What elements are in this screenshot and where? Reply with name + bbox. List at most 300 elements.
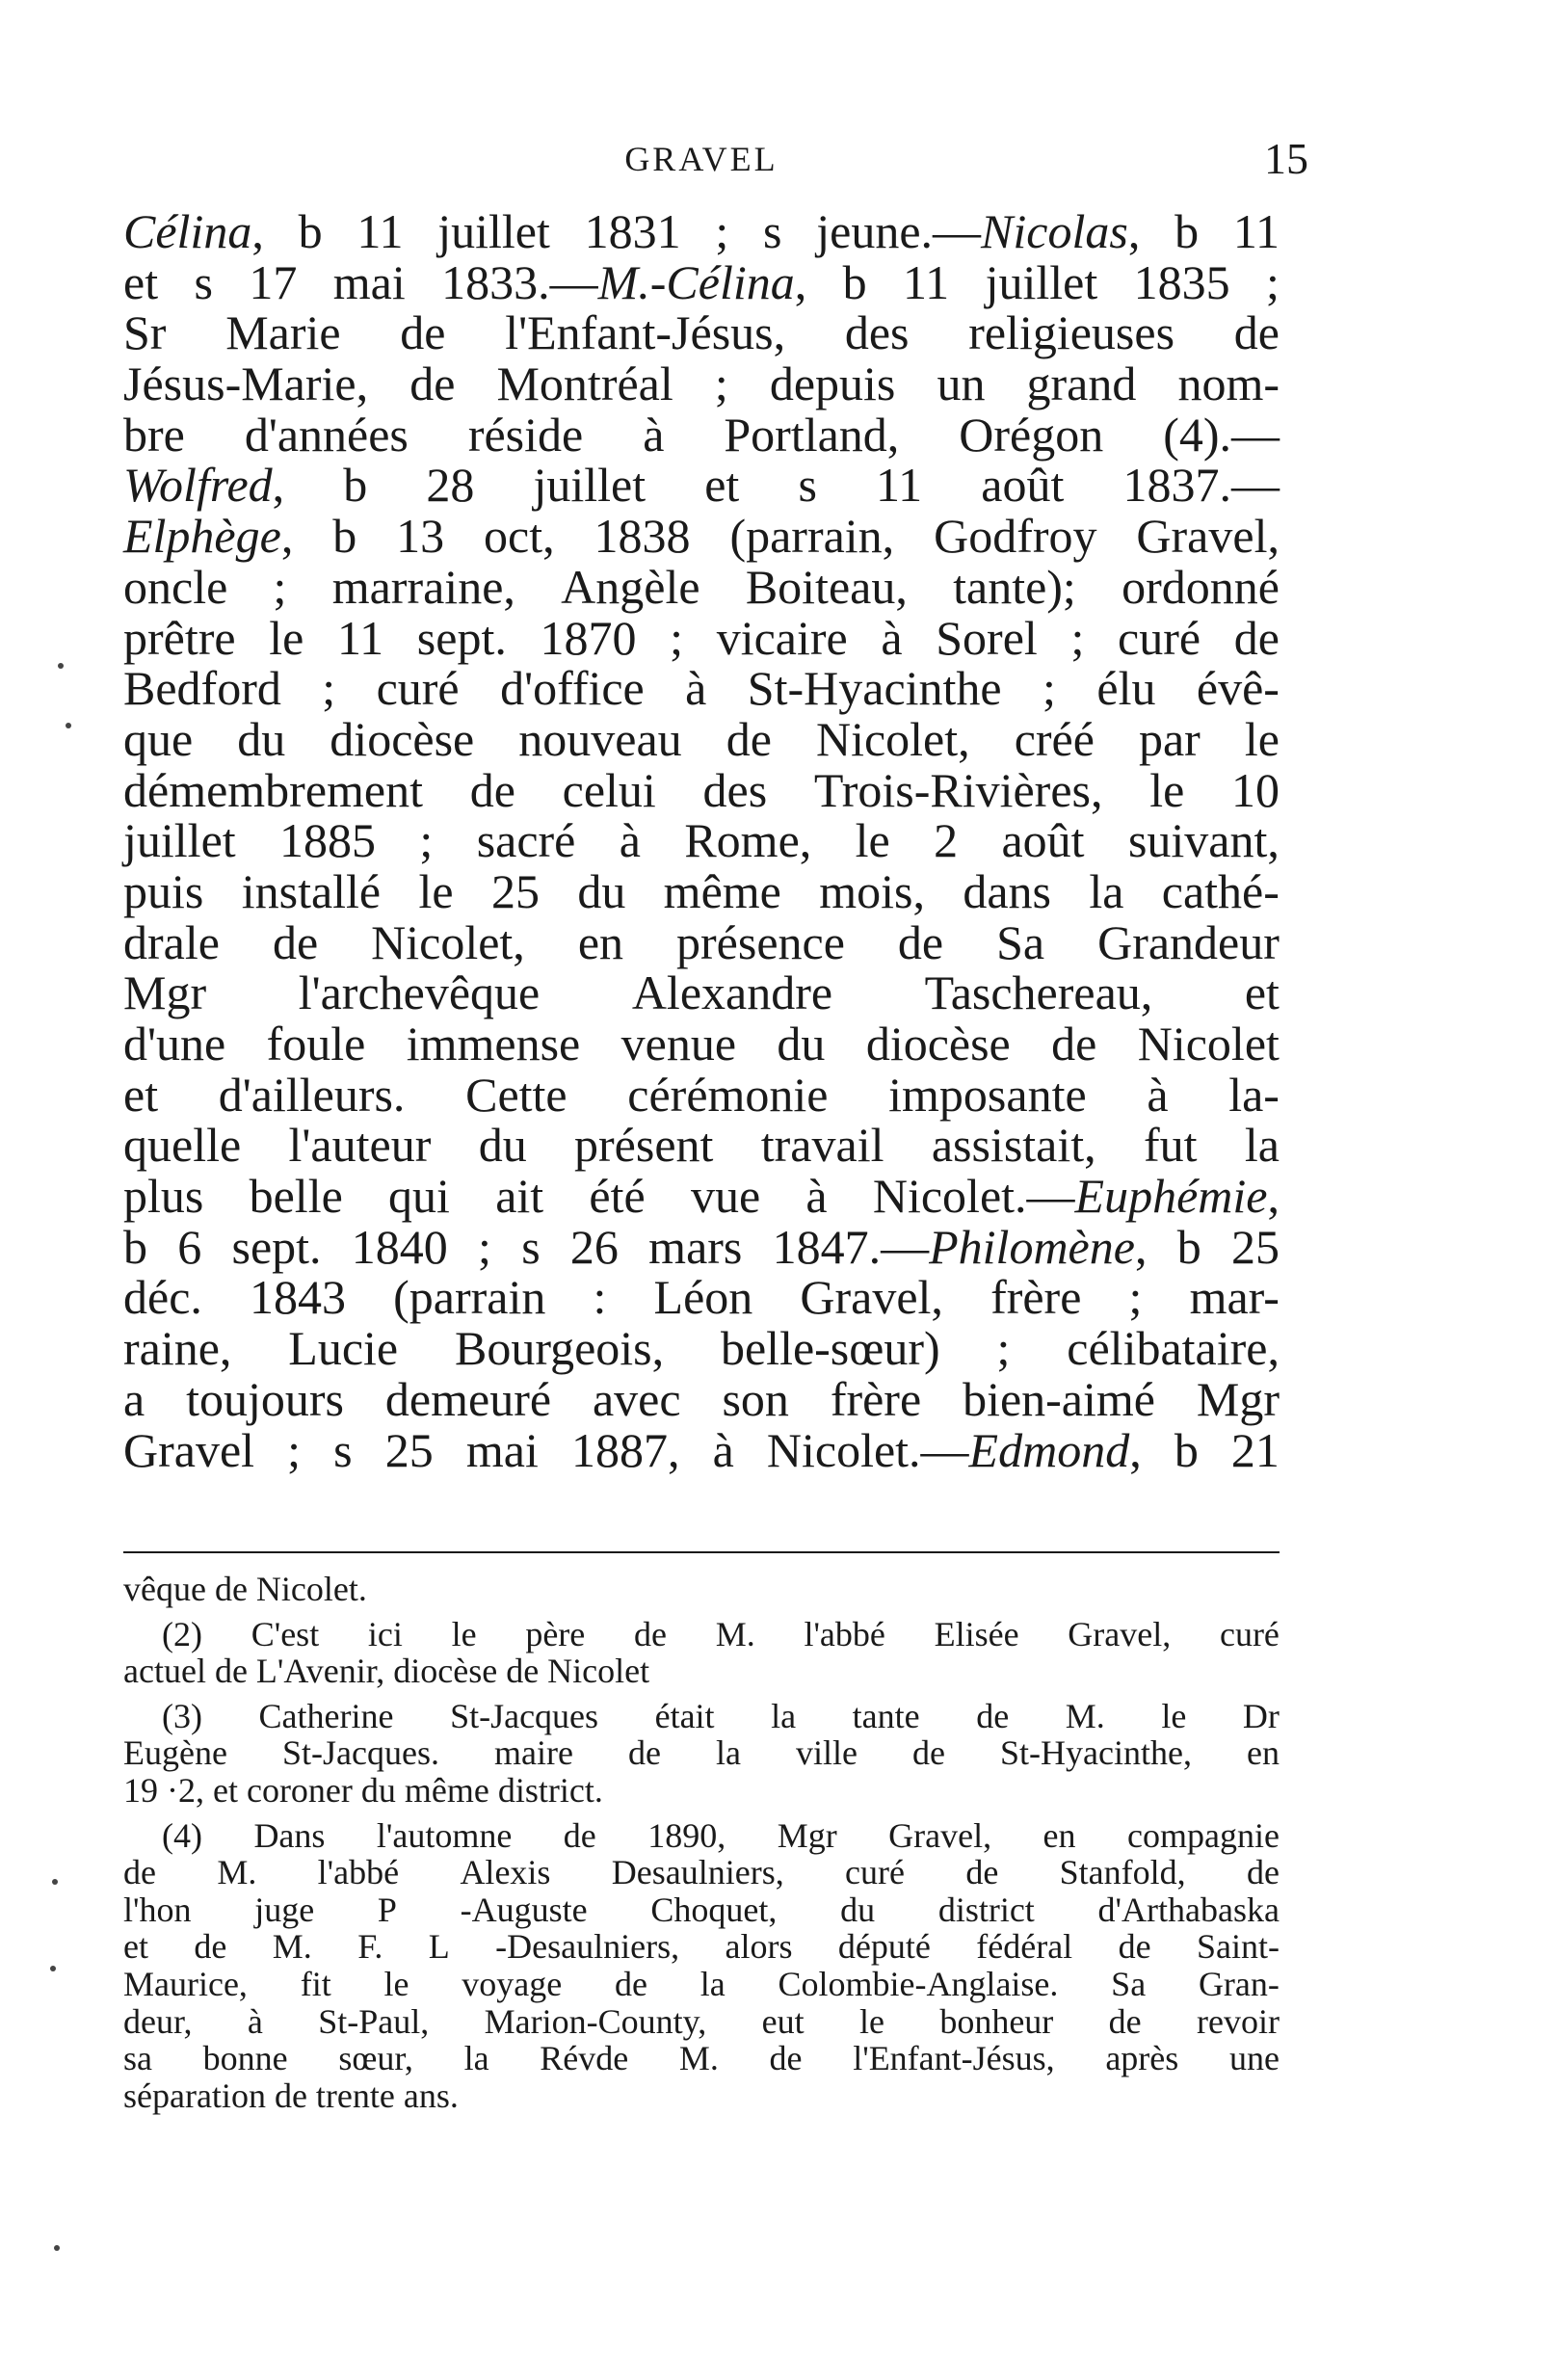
margin-speck — [58, 663, 64, 669]
word: 11 — [356, 204, 404, 258]
word: St-Hyacinthe, — [1000, 1733, 1192, 1773]
word: Choquet, — [650, 1890, 778, 1929]
word: de — [1118, 1927, 1151, 1967]
word: demeuré — [384, 1371, 552, 1426]
word: 11 — [903, 254, 950, 309]
word: (parrain, — [729, 509, 895, 564]
word: Sa — [996, 914, 1045, 969]
word: Bedford — [123, 661, 281, 716]
word: présence — [676, 914, 845, 969]
word: juillet — [437, 204, 550, 258]
word: avec — [592, 1371, 681, 1426]
word: revoir — [1196, 2001, 1280, 2041]
word: b — [298, 204, 323, 258]
word: Célina, — [123, 204, 264, 258]
word: juillet — [533, 458, 647, 513]
word: un — [937, 357, 986, 411]
word: l'hon — [123, 1890, 192, 1929]
word: mois, — [819, 863, 925, 918]
word: oct, — [484, 509, 555, 564]
word: ; — [996, 1321, 1011, 1376]
word: de — [627, 1733, 661, 1773]
word: député — [837, 1927, 931, 1967]
word: le — [383, 1964, 409, 2003]
word: 11 — [336, 610, 384, 665]
word: des — [844, 305, 910, 360]
word: installé — [241, 863, 382, 918]
word: l'automne — [376, 1815, 513, 1855]
word: ; — [273, 559, 287, 614]
word: une — [1228, 2039, 1280, 2078]
text-line — [123, 762, 1280, 817]
word: de — [409, 357, 456, 411]
word: M. — [272, 1927, 312, 1967]
word: foule — [266, 1017, 366, 1071]
word: 1831 — [584, 204, 681, 258]
word: (4).— — [1163, 407, 1280, 462]
word: d'années — [244, 407, 409, 462]
word: d'office — [500, 661, 645, 716]
word: imposante — [888, 1067, 1087, 1122]
text-line — [123, 1371, 1280, 1426]
word: 1885 — [279, 813, 377, 868]
word: frère — [830, 1371, 922, 1426]
word: et — [123, 1067, 159, 1122]
word: ; — [670, 610, 684, 665]
word: 19 ·2, et coroner du même district. — [123, 1770, 603, 1810]
word: s — [798, 458, 817, 513]
word: Gravel, — [888, 1815, 992, 1855]
word: et — [123, 1927, 148, 1967]
text-line — [123, 358, 1280, 410]
word: vêque de Nicolet. — [123, 1570, 367, 1608]
word: et — [1244, 965, 1280, 1020]
word: venue — [620, 1017, 737, 1071]
word: P — [377, 1890, 397, 1929]
word: ici — [367, 1614, 403, 1653]
word: la- — [1228, 1067, 1280, 1122]
margin-speck — [52, 1879, 58, 1885]
word: l'abbé — [804, 1614, 885, 1653]
word: Desaulniers, — [611, 1853, 784, 1892]
word: 11 — [876, 458, 923, 513]
word: -Auguste — [460, 1890, 588, 1929]
word: de — [123, 1853, 156, 1892]
text-line — [123, 307, 1280, 358]
word: de — [912, 1733, 945, 1773]
word: s — [521, 1219, 541, 1274]
word: Gravel — [123, 1422, 255, 1477]
word: ait — [495, 1169, 544, 1224]
word: Sa — [1111, 1964, 1147, 2003]
word: 1847.—Philomène, — [772, 1219, 1148, 1274]
word: ; — [1266, 254, 1280, 309]
word: Colombie-Anglaise. — [778, 1964, 1059, 2003]
word: évê- — [1196, 661, 1280, 716]
word: le — [1244, 711, 1280, 766]
word: (3) — [162, 1696, 202, 1735]
word: St-Jacques. — [281, 1733, 439, 1773]
word: actuel de L'Avenir, diocèse de Nicolet — [123, 1652, 650, 1691]
word: à — [643, 407, 665, 462]
word: le — [858, 2001, 884, 2041]
running-head-title: GRAVEL — [624, 140, 778, 178]
word: la — [771, 1696, 797, 1735]
word: curé — [1219, 1614, 1280, 1653]
word: sacré — [476, 813, 576, 868]
word: du — [577, 863, 626, 918]
word: à — [712, 1422, 734, 1477]
word: 21 — [1230, 1422, 1280, 1477]
word: -Desaulniers, — [495, 1927, 680, 1967]
word: toujours — [186, 1371, 345, 1426]
word: Nicolet, — [815, 711, 970, 766]
word: de — [1051, 1017, 1097, 1071]
word: présent — [574, 1118, 714, 1173]
text-line — [123, 863, 1280, 918]
word: de — [194, 1927, 227, 1967]
word: Saint- — [1196, 1927, 1280, 1967]
word: Marion-County, — [484, 2001, 707, 2041]
word: Gravel, — [800, 1270, 943, 1325]
word: Taschereau, — [924, 965, 1153, 1020]
word: Trois-Rivières, — [813, 762, 1103, 817]
word: oncle — [123, 559, 228, 614]
word: travail — [760, 1118, 884, 1173]
word: après — [1105, 2039, 1179, 2078]
word: religieuses — [968, 305, 1175, 360]
word: a — [123, 1371, 145, 1426]
word: 6 — [177, 1219, 202, 1274]
word: Cette — [465, 1067, 567, 1122]
word: quelle — [123, 1118, 242, 1173]
word: Marie — [225, 305, 341, 360]
word: mai — [465, 1422, 539, 1477]
word: d'une — [123, 1017, 226, 1071]
main-text — [123, 206, 1280, 1475]
word: sœur, — [338, 2039, 413, 2078]
word: de — [1246, 1853, 1280, 1892]
word: Elisée — [934, 1614, 1019, 1653]
text-line — [123, 1323, 1280, 1374]
word: cathé- — [1161, 863, 1280, 918]
word: Eugène — [123, 1733, 227, 1773]
word: à — [881, 610, 903, 665]
word: nom- — [1177, 357, 1280, 411]
text-line — [123, 711, 1280, 766]
text-line — [123, 1067, 1280, 1122]
text-line — [123, 206, 1280, 257]
word: s — [194, 254, 213, 309]
word: même — [663, 863, 781, 918]
footnote-line — [123, 1698, 1280, 1735]
word: 28 — [426, 458, 475, 513]
word: compagnie — [1126, 1815, 1280, 1855]
word: Catherine — [258, 1696, 394, 1735]
text-line — [123, 815, 1280, 866]
word: à — [685, 661, 707, 716]
footnote-line — [123, 1616, 1280, 1653]
footnote-line — [123, 1734, 1280, 1772]
text-line — [123, 460, 1280, 511]
word: bonheur — [939, 2001, 1054, 2041]
word: M. — [217, 1853, 257, 1892]
word: M. — [678, 2039, 719, 2078]
word: la — [1244, 1118, 1280, 1173]
word: que — [123, 711, 194, 766]
word: l'auteur — [288, 1118, 432, 1173]
word: M. — [715, 1614, 755, 1653]
word: belle — [249, 1169, 343, 1224]
text-line — [123, 511, 1280, 562]
word: l'Enfant-Jésus, — [505, 305, 786, 360]
word: celui — [562, 762, 656, 817]
word: 1840 — [351, 1219, 448, 1274]
word: en — [1247, 1733, 1280, 1773]
word: Léon — [653, 1270, 753, 1325]
footnote-line — [123, 1966, 1280, 2003]
word: réside — [467, 407, 584, 462]
word: le — [1149, 762, 1185, 817]
word: : — [593, 1270, 607, 1325]
word: s — [763, 204, 782, 258]
word: L — [428, 1927, 450, 1967]
word: frère — [990, 1270, 1082, 1325]
word: la — [715, 1733, 741, 1773]
word: vue — [690, 1169, 761, 1224]
word: diocèse — [330, 711, 475, 766]
word: curé — [1118, 610, 1201, 665]
word: vicaire — [716, 610, 848, 665]
word: Nicolet.—Edmond, — [766, 1422, 1142, 1477]
word: puis — [123, 863, 204, 918]
word: Gran- — [1198, 1964, 1280, 2003]
word: juillet — [123, 813, 236, 868]
word: la — [1089, 863, 1124, 918]
word: St-Paul, — [318, 2001, 430, 2041]
word: le — [451, 1614, 477, 1653]
word: juge — [254, 1890, 315, 1929]
word: Gravel, — [1068, 1614, 1172, 1653]
word: élu — [1096, 661, 1156, 716]
footnote-line — [123, 2003, 1280, 2041]
word: le — [1161, 1696, 1187, 1735]
word: Godfroy — [934, 509, 1097, 564]
word: par — [1138, 711, 1201, 766]
footnote-line — [123, 2040, 1280, 2077]
word: en — [577, 914, 624, 969]
text-line — [123, 1272, 1280, 1323]
word: Jésus-Marie, — [123, 357, 369, 411]
word: de — [1108, 2001, 1142, 2041]
footnote-line — [123, 2077, 1280, 2115]
word: sa — [123, 2039, 152, 2078]
page-number: 15 — [1264, 134, 1308, 183]
word: Boiteau, — [745, 559, 908, 614]
word: depuis — [769, 357, 896, 411]
word: fit — [300, 1964, 331, 2003]
word: jeune.—Nicolas, — [816, 204, 1141, 258]
word: diocèse — [865, 1017, 1011, 1071]
word: 1835 — [1133, 254, 1230, 309]
word: ville — [796, 1733, 858, 1773]
word: b — [1174, 204, 1200, 258]
word: de — [1233, 305, 1280, 360]
text-line — [123, 1018, 1280, 1070]
word: à — [247, 2001, 263, 2041]
word: (2) — [162, 1614, 202, 1653]
text-line — [123, 254, 1280, 309]
word: la — [463, 2039, 489, 2078]
word: deur, — [123, 2001, 193, 2041]
word: maire — [493, 1733, 573, 1773]
word: Portland, — [724, 407, 900, 462]
word: démembrement — [123, 762, 423, 817]
footnotes — [123, 1571, 1280, 2114]
word: séparation de trente ans. — [123, 2076, 459, 2115]
word: ordonné — [1122, 559, 1280, 614]
word: St-Hyacinthe — [747, 661, 1002, 716]
word: de — [563, 1815, 596, 1855]
footnote-line — [123, 1891, 1280, 1929]
word: drale — [123, 914, 220, 969]
word: Alexandre — [631, 965, 833, 1020]
word: Nicolet, — [371, 914, 525, 969]
word: curé — [845, 1853, 905, 1892]
word: à — [805, 1169, 828, 1224]
word: belle-sœur) — [720, 1321, 940, 1376]
word: Grandeur — [1097, 914, 1280, 969]
word: le — [418, 863, 454, 918]
word: F. — [357, 1927, 383, 1967]
word: l'abbé — [317, 1853, 400, 1892]
word: Sr — [123, 305, 167, 360]
word: du — [777, 1017, 826, 1071]
word: tante); — [953, 559, 1076, 614]
text-line — [123, 967, 1280, 1018]
word: Lucie — [288, 1321, 399, 1376]
word: tante — [852, 1696, 920, 1735]
word: sept. — [231, 1219, 322, 1274]
word: (4) — [162, 1815, 202, 1855]
text-line — [123, 407, 1280, 462]
word: l'Enfant-Jésus, — [853, 2039, 1055, 2078]
word: voyage — [462, 1964, 563, 2003]
word: le — [269, 610, 304, 665]
text-line — [123, 1120, 1280, 1171]
word: bre — [123, 407, 185, 462]
word: de — [1233, 610, 1280, 665]
text-line — [123, 1422, 1280, 1477]
word: de — [769, 2039, 803, 2078]
word: fédéral — [976, 1927, 1073, 1967]
word: sept. — [416, 610, 507, 665]
word: immense — [406, 1017, 581, 1071]
word: ; — [287, 1422, 302, 1477]
word: curé — [376, 661, 460, 716]
word: du — [237, 711, 286, 766]
margin-speck — [66, 723, 71, 728]
word: mai — [332, 254, 406, 309]
word: à — [1147, 1067, 1169, 1122]
word: 1838 — [594, 509, 691, 564]
text-line — [123, 610, 1280, 665]
word: la — [699, 1964, 726, 2003]
text-line — [123, 559, 1280, 614]
word: prêtre — [123, 610, 236, 665]
word: bonne — [202, 2039, 288, 2078]
word: de — [614, 1964, 647, 2003]
word: Alexis — [460, 1853, 551, 1892]
word: fut — [1144, 1118, 1198, 1173]
word: Révde — [540, 2039, 629, 2078]
word: suivant, — [1127, 813, 1280, 868]
word: 2 — [934, 813, 959, 868]
word: de — [272, 914, 319, 969]
footnote-line — [123, 1928, 1280, 1966]
footnote-line — [123, 1571, 1280, 1608]
footnote-line — [123, 1653, 1280, 1690]
word: de — [897, 914, 944, 969]
text-line — [123, 1219, 1280, 1274]
word: Nicolet — [1137, 1017, 1280, 1071]
word: ; — [715, 204, 729, 258]
footnote-line — [123, 1772, 1280, 1810]
word: 26 — [569, 1219, 619, 1274]
footnote-rule — [123, 1551, 1280, 1553]
word: Bourgeois, — [454, 1321, 665, 1376]
word: d'ailleurs. — [218, 1067, 406, 1122]
word: 1890, — [647, 1815, 726, 1855]
word: (parrain — [393, 1270, 546, 1325]
word: d'Arthabaska — [1097, 1890, 1280, 1929]
word: de — [976, 1696, 1010, 1735]
word: Sorel — [936, 610, 1038, 665]
word: était — [654, 1696, 715, 1735]
word: assistait, — [931, 1118, 1096, 1173]
margin-speck — [50, 1966, 56, 1971]
word: b — [842, 254, 867, 309]
text-line — [123, 1171, 1280, 1222]
footnote-line — [123, 1817, 1280, 1855]
word: Mgr — [1196, 1371, 1280, 1426]
word: Rome, — [684, 813, 812, 868]
word: Orégon — [959, 407, 1104, 462]
word: 25 — [384, 1422, 434, 1477]
word: 11 — [1232, 204, 1280, 258]
word: en — [1042, 1815, 1076, 1855]
word: Nicolet.—Euphémie, — [872, 1169, 1280, 1224]
word: mars — [648, 1219, 743, 1274]
word: août — [981, 458, 1065, 513]
word: 13 — [396, 509, 445, 564]
word: Dr — [1242, 1696, 1280, 1735]
word: à — [619, 813, 641, 868]
word: Mgr — [123, 965, 207, 1020]
word: 17 — [249, 254, 298, 309]
word: des — [702, 762, 768, 817]
word: Mgr — [777, 1815, 837, 1855]
word: mar- — [1189, 1270, 1280, 1325]
word: de — [469, 762, 515, 817]
word: alors — [725, 1927, 793, 1967]
word: et — [704, 458, 740, 513]
word: 1833.—M.-Célina, — [441, 254, 807, 309]
word: 10 — [1231, 762, 1280, 817]
word: eut — [761, 2001, 805, 2041]
word: b — [332, 509, 357, 564]
word: raine, — [123, 1321, 232, 1376]
